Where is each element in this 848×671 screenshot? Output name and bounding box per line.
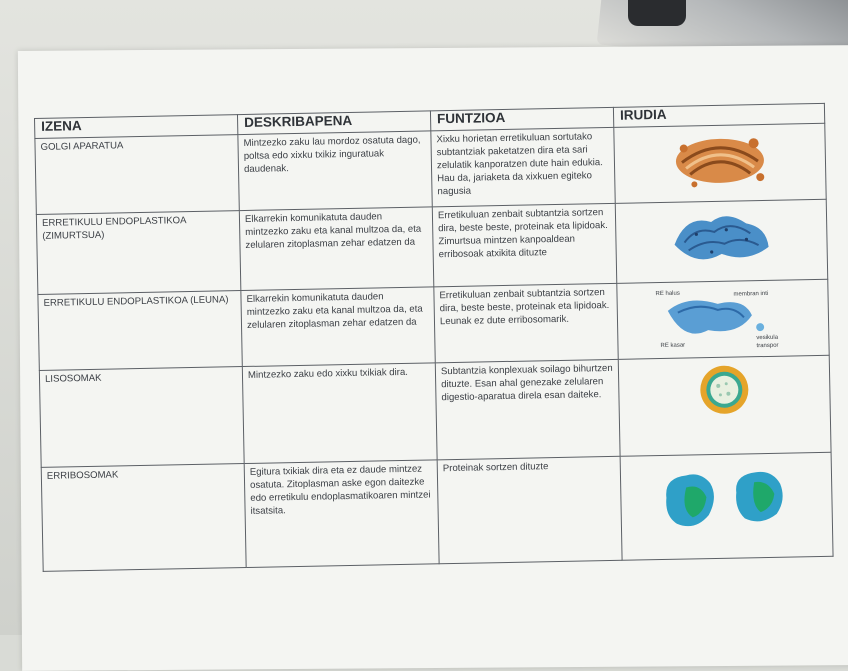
row-name: LISOSOMAK	[39, 367, 244, 468]
table-row	[39, 355, 831, 467]
row-function: Erretikuluan zenbait subtantzia sortzen dira, beste beste, proteinak eta lipidoak. Leunak ez dute erribosomarik.	[434, 283, 618, 362]
row-name: ERRETIKULU ENDOPLASTIKOA (LEUNA)	[38, 291, 242, 371]
row-function: Xixku horietan erretikuluan sortutako subtantziak paketatzen dira eta sari zelulatik kanporatzen dute hain edukia. Hau da, jariaketa da xixkuen egiteko nagusia	[431, 127, 615, 206]
row-image	[617, 279, 829, 359]
rough-er-illustration	[666, 203, 777, 271]
header-description: DESKRIBAPENA	[237, 111, 430, 135]
row-description: Elkarrekin komunikatuta dauden mintzezko zaku eta kanal multzoa da, eta zelularen zitoplasman zehar edatzen da	[239, 207, 434, 291]
table-row	[41, 452, 833, 571]
label-re-kasar: RE kasar	[660, 342, 686, 350]
label-transpor: transpor	[756, 342, 779, 350]
ribosome-illustration	[656, 455, 798, 538]
lysosome-illustration	[694, 359, 755, 420]
table-row	[36, 199, 827, 294]
golgi-apparatus-illustration	[669, 127, 770, 195]
smooth-er-illustration	[647, 282, 798, 351]
organelles-table	[34, 103, 834, 572]
label-re-halus: RE halus	[655, 290, 680, 298]
row-image	[620, 452, 833, 560]
row-function: Erretikuluan zenbait subtantzia sortzen dira, beste beste, proteinak eta lipidoak. Zimurtsua mintzen kanpoaldean erribosoak atxikita dituzte	[432, 203, 617, 286]
row-name: GOLGI APARATUA	[35, 135, 239, 215]
row-description: Mintzezko zaku edo xixku txikiak dira.	[242, 363, 437, 464]
desk-object-clip	[628, 0, 686, 26]
row-function: Subtantzia konplexuak soilago bihurtzen dituzte. Esan ahal genezake zelularen digestio-aparatua direla esan daiteke.	[435, 359, 620, 459]
row-name: ERRIBOSOMAK	[41, 464, 246, 572]
header-name: IZENA	[35, 115, 238, 139]
row-image	[614, 123, 826, 203]
header-image: IRUDIA	[613, 103, 824, 127]
row-image	[618, 355, 831, 456]
label-vesikula: vesikula	[756, 334, 779, 342]
label-membran-inti: membran inti	[733, 290, 769, 298]
header-function: FUNTZIOA	[430, 107, 613, 131]
row-image	[615, 199, 827, 283]
row-name: ERRETIKULU ENDOPLASTIKOA (ZIMURTSUA)	[36, 211, 240, 295]
row-function: Proteinak sortzen dituzte	[437, 456, 622, 563]
row-description: Elkarrekin komunikatuta dauden mintzezko zaku eta kanal multzoa da, eta zelularen zitoplasman zehar edatzen da	[241, 287, 435, 367]
row-description: Mintzezko zaku lau mordoz osatuta dago, poltsa edo xixku txikiz inguratuak daudenak.	[238, 131, 432, 211]
row-description: Egitura txikiak dira eta ez daude mintzez osatuta. Zitoplasman aske egon daitezke edo erretikulu endoplasmatikoaren mintzei itsatsita.	[244, 460, 439, 568]
